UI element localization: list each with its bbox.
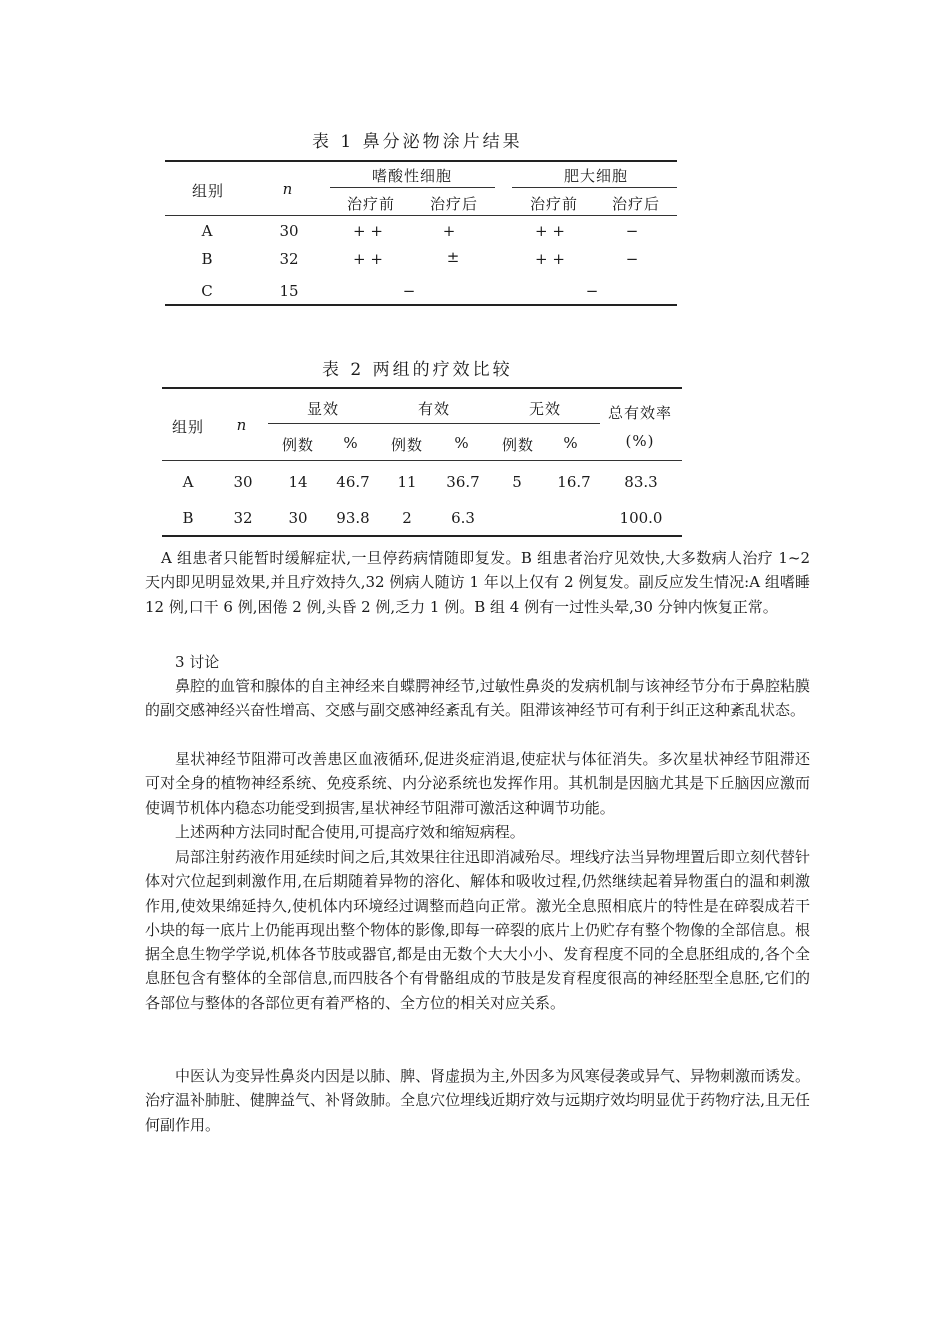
table2-row-a-marked-pct: 46.7	[336, 473, 370, 491]
table1-top-rule	[165, 160, 677, 162]
table2-header-group: 组别	[171, 418, 205, 436]
paragraph-discussion-1: 鼻腔的血管和腺体的自主神经来自蝶腭神经节,过敏性鼻炎的发病机制与该神经节分布于鼻腔粘膜的副交感神经兴奋性增高、交感与副交感神经紊乱有关。阻滞该神经节可有利于纠正这种紊乱状态。	[145, 677, 810, 720]
table1-row-a-eos-after: +	[442, 222, 456, 240]
paragraph-results: A 组患者只能暂时缓解症状,一旦停药病情随即复发。B 组患者治疗见效快,大多数病人治疗 1~2 天内即见明显效果,并且疗效持久,32 例病人随访 1 年以上仅有 2 例复发。副反应发生情况:A 组嗜睡 12 例,口干 6 例,困倦 2 例,头昏 2 例,乏力 1 例。B 组 4 例有一过性头晕,30 分钟内恢复正常。	[145, 549, 810, 616]
table2-row-a-group: A	[182, 473, 194, 491]
table2-row-a-effective-pct: 36.7	[446, 473, 480, 491]
table1-group-rule-eos	[330, 187, 495, 188]
paragraph-discussion-4: 局部注射药液作用延续时间之后,其效果往往迅即消减殆尽。埋线疗法当异物埋置后即立刻代替针体对穴位起到刺激作用,在后期随着异物的溶化、解体和吸收过程,仍然继续起着异物蛋白的温和刺激作用,使效果绵延持久,使机体内环境经过调整而趋向正常。激光全息照相底片的特性是在碎裂成若干小块的每一底片上仍能再现出整个物体的影像,即每一碎裂的底片上仍贮存有整个物像的全部信息。根据全息生物学学说,机体各节肢或器官,都是由无数个大大小小、发育程度不同的全息胚组成的,各个全息胚包含有整体的全部信息,而四肢各个有骨骼组成的节肢是发育程度很高的神经胚型全息胚,它们的各部位与整体的各部位更有着严格的、全方位的相关对应关系。	[145, 848, 810, 1012]
table1-header-group: 组别	[191, 182, 225, 200]
table2-header-marked: 显效	[306, 400, 340, 418]
table1-bottom-rule	[165, 304, 677, 306]
table1-row-a-n: 30	[279, 222, 299, 240]
table1-row-c-mast: −	[585, 282, 599, 300]
table1-row-b-eos-after: ±	[446, 248, 460, 266]
table1-header-eos-before: 治疗前	[346, 195, 396, 213]
table2-row-b-group: B	[182, 509, 194, 527]
table2-top-rule	[162, 387, 682, 389]
table1-row-b-n: 32	[279, 250, 299, 268]
paragraph-discussion-2: 星状神经节阻滞可改善患区血液循环,促进炎症消退,使症状与体征消失。多次星状神经节阻滞还可对全身的植物神经系统、免疫系统、内分泌系统也发挥作用。其机制是因脑尤其是下丘脑因应激而使调节机体内稳态功能受到损害,星状神经节阻滞可激活这种调节功能。	[145, 750, 810, 817]
table2-group-rule	[268, 423, 600, 424]
table1-row-b-eos-before: + +	[353, 250, 383, 268]
table2-header-total-unit: (%)	[625, 432, 655, 450]
table1-row-b-mast-before: + +	[535, 250, 565, 268]
table2-row-a-none-cases: 5	[512, 473, 522, 491]
table2-header-rule	[162, 460, 682, 461]
table2-row-a-n: 30	[233, 473, 253, 491]
table2-row-b-total: 100.0	[619, 509, 663, 527]
table1-group-rule-mast	[512, 187, 677, 188]
table2-header-total: 总有效率	[607, 404, 673, 422]
table1-header-eos: 嗜酸性细胞	[371, 167, 453, 185]
table1-row-b-mast-after: −	[625, 250, 639, 268]
table2-header-marked-cases: 例数	[281, 436, 315, 454]
table1-row-c-group: C	[201, 282, 213, 300]
table1-header-n: n	[282, 180, 294, 198]
table2-row-a-marked-cases: 14	[288, 473, 308, 491]
table1-row-a-mast-after: −	[625, 222, 639, 240]
table1-header-mast: 肥大细胞	[563, 167, 629, 185]
table1-row-b-group: B	[201, 250, 213, 268]
paragraph-discussion-3: 上述两种方法同时配合使用,可提高疗效和缩短病程。	[175, 823, 525, 841]
table2-caption: 表 2 两组的疗效比较	[322, 360, 513, 380]
table2-row-b-effective-cases: 2	[402, 509, 412, 527]
table1-row-a-group: A	[201, 222, 213, 240]
table2-header-marked-pct: %	[343, 434, 359, 452]
table2-header-none-cases: 例数	[501, 436, 535, 454]
table2-bottom-rule	[162, 535, 682, 537]
table2-header-effective: 有效	[417, 400, 451, 418]
table2-row-b-marked-pct: 93.8	[336, 509, 370, 527]
table2-row-a-none-pct: 16.7	[557, 473, 591, 491]
table2-header-n: n	[236, 416, 248, 434]
table1-header-eos-after: 治疗后	[429, 195, 479, 213]
table2-row-b-effective-pct: 6.3	[451, 509, 475, 527]
table1-row-c-eos: −	[402, 282, 416, 300]
table2-row-a-effective-cases: 11	[397, 473, 417, 491]
table1-caption: 表 1 鼻分泌物涂片结果	[312, 132, 523, 152]
table2-header-none: 无效	[528, 400, 562, 418]
paragraph-discussion-5: 中医认为变异性鼻炎内因是以肺、脾、肾虚损为主,外因多为风寒侵袭或异气、异物刺激而诱发。治疗温补肺脏、健脾益气、补肾敛肺。全息穴位埋线近期疗效与远期疗效均明显优于药物疗法,且无任何副作用。	[145, 1067, 810, 1134]
table1-header-rule	[165, 215, 677, 216]
table1-row-c-n: 15	[279, 282, 299, 300]
table2-row-b-marked-cases: 30	[288, 509, 308, 527]
table2-header-effective-pct: %	[454, 434, 470, 452]
table1-row-a-eos-before: + +	[353, 222, 383, 240]
table1-header-mast-before: 治疗前	[529, 195, 579, 213]
table2-header-effective-cases: 例数	[390, 436, 424, 454]
table2-row-b-n: 32	[233, 509, 253, 527]
table1-header-mast-after: 治疗后	[611, 195, 661, 213]
table2-row-a-total: 83.3	[624, 473, 658, 491]
table2-header-none-pct: %	[563, 434, 579, 452]
section-heading-discussion: 3 讨论	[175, 653, 220, 671]
table1-row-a-mast-before: + +	[535, 222, 565, 240]
